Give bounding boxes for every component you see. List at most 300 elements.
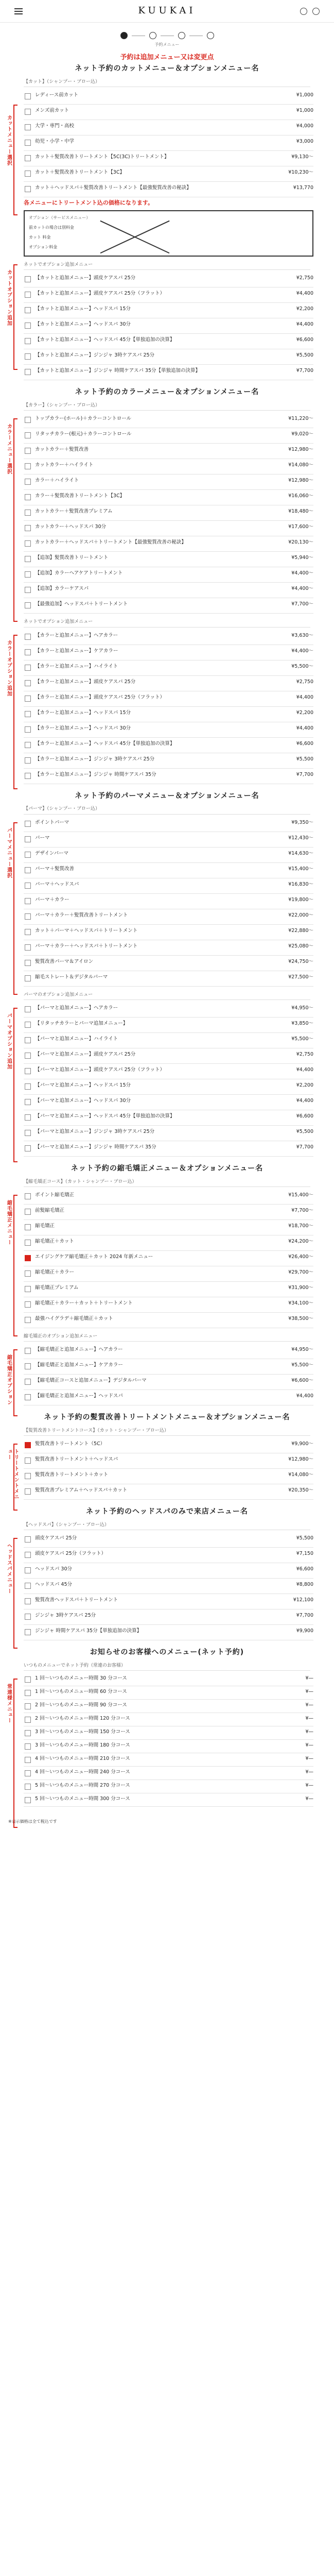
- checkbox-icon[interactable]: [25, 1473, 31, 1479]
- usual-row[interactable]: [24, 1713, 313, 1726]
- item-price: ¥5,500: [296, 1128, 313, 1134]
- item-price: ¥18,700〜: [288, 1223, 313, 1229]
- item-name: 髪質改善ヘッドスパ＋トリートメント: [35, 1597, 118, 1603]
- item-name: 【リタッチカラーとパーマ追加メニュー】: [35, 1020, 128, 1026]
- callout-row: オプション料金: [29, 244, 58, 249]
- item-name: 【カットと追加メニュー】ヘッドスパ 45分【単独追加の決算】: [35, 337, 175, 343]
- item-name: 最強ハイグラデ＋縮毛矯正＋カット: [35, 1315, 113, 1321]
- usual-row[interactable]: [24, 1726, 313, 1740]
- option-list: [24, 1344, 313, 1405]
- checkbox-icon[interactable]: [25, 124, 31, 130]
- side-label: 縮毛矯正メニュー: [6, 1199, 12, 1245]
- menu-row[interactable]: [24, 1313, 313, 1328]
- checkbox-icon[interactable]: [25, 1379, 31, 1385]
- menu-row[interactable]: [24, 166, 313, 182]
- side-bracket: [13, 635, 17, 789]
- item-name: 【追加】カラーヘアケアトリートメント: [35, 570, 123, 577]
- option-row[interactable]: [24, 1390, 313, 1405]
- checkbox-icon[interactable]: [25, 109, 31, 115]
- callout-row: カット 料金: [29, 234, 51, 240]
- menu-row[interactable]: [24, 89, 313, 105]
- item-name: 【カラーと追加メニュー】ジンジャ 時間ケアスパ 35分: [35, 771, 156, 777]
- item-name: 【カットと追加メニュー】ヘッドスパ 15分: [35, 306, 131, 312]
- item-name: エイジングケア縮毛矯正＋カット 2024 年新メニュー: [35, 1253, 153, 1260]
- item-price: ¥—: [305, 1702, 313, 1708]
- item-price: ¥2,200: [296, 1082, 313, 1088]
- checkbox-icon[interactable]: [25, 1037, 31, 1043]
- checkbox-icon[interactable]: [25, 1317, 31, 1323]
- item-price: ¥4,400: [296, 1393, 313, 1399]
- option-row[interactable]: [24, 1018, 313, 1033]
- checkbox-icon[interactable]: [25, 432, 31, 438]
- step-dot: [120, 32, 128, 39]
- checkbox-icon[interactable]: [25, 1240, 31, 1246]
- usual-row[interactable]: [24, 1767, 313, 1780]
- menu-list: [24, 817, 313, 987]
- item-price: ¥8,800: [296, 1581, 313, 1587]
- checkbox-icon[interactable]: [25, 1730, 31, 1736]
- checkbox-icon[interactable]: [25, 338, 31, 344]
- menu-row[interactable]: [24, 505, 313, 521]
- item-name: 縮毛矯正プレミアム: [35, 1284, 79, 1291]
- option-row[interactable]: [24, 645, 313, 660]
- item-price: ¥6,600: [296, 337, 313, 343]
- checkbox-icon[interactable]: [25, 1301, 31, 1308]
- callout-title: オプション（サービスメニュー）: [29, 215, 91, 221]
- item-price: ¥4,000: [296, 123, 313, 129]
- checkbox-icon[interactable]: [25, 448, 31, 454]
- menu-row[interactable]: [24, 583, 313, 598]
- menu-row[interactable]: [24, 817, 313, 832]
- item-name: カラー＋ハイライト: [35, 478, 79, 484]
- item-name: レディース前カット: [35, 92, 79, 98]
- menu-row[interactable]: [24, 444, 313, 459]
- checkbox-icon[interactable]: [25, 369, 31, 375]
- checkbox-icon[interactable]: [25, 1552, 31, 1558]
- perm-section: [0, 791, 334, 1162]
- item-name: 【パーマと追加メニュー】ジンジャ 時間ケアスパ 35分: [35, 1144, 156, 1150]
- checkbox-icon[interactable]: [25, 510, 31, 516]
- item-name: 【パーマと追加メニュー】頭皮ケアスパ 25分（フラット）: [35, 1066, 165, 1073]
- checkbox-icon[interactable]: [25, 1797, 31, 1803]
- checkbox-icon[interactable]: [25, 292, 31, 298]
- checkbox-icon[interactable]: [25, 540, 31, 547]
- menu-row[interactable]: [24, 459, 313, 474]
- item-price: ¥14,080〜: [288, 462, 313, 468]
- menu-row[interactable]: [24, 1251, 313, 1266]
- checkbox-icon[interactable]: [25, 975, 31, 981]
- checkbox-icon[interactable]: [25, 929, 31, 935]
- menu-list: [24, 413, 313, 614]
- menu-row[interactable]: [24, 428, 313, 444]
- menu-row[interactable]: [24, 598, 313, 614]
- option-row[interactable]: [24, 1095, 313, 1110]
- menu-row[interactable]: [24, 567, 313, 583]
- checkbox-icon[interactable]: [25, 944, 31, 951]
- option-row[interactable]: [24, 287, 313, 303]
- item-price: ¥7,700: [296, 771, 313, 777]
- checkbox-icon[interactable]: [25, 1099, 31, 1105]
- step-dot: [207, 32, 214, 39]
- checkbox-icon[interactable]: [25, 1676, 31, 1683]
- menu-row[interactable]: [24, 1438, 313, 1453]
- item-name: 4 回〜いつものメニュー時間 210 分コース: [35, 1755, 130, 1761]
- usual-row[interactable]: [24, 1673, 313, 1686]
- item-price: ¥7,700〜: [291, 601, 313, 607]
- item-name: パーマ＋髪質改善: [35, 866, 75, 872]
- option-row[interactable]: [24, 1064, 313, 1079]
- checkbox-icon[interactable]: [25, 417, 31, 423]
- menu-row[interactable]: [24, 1625, 313, 1640]
- side-label: カラーメニュー選択: [6, 423, 12, 475]
- checkbox-icon[interactable]: [25, 155, 31, 161]
- item-price: ¥—: [305, 1755, 313, 1761]
- checkbox-icon[interactable]: [25, 634, 31, 640]
- option-row[interactable]: [24, 1375, 313, 1390]
- menu-row[interactable]: [24, 1579, 313, 1594]
- checkbox-icon[interactable]: [25, 680, 31, 686]
- checkbox-icon[interactable]: [25, 587, 31, 593]
- checkbox-icon[interactable]: [25, 867, 31, 873]
- option-row[interactable]: [24, 630, 313, 645]
- checkbox-icon[interactable]: [25, 1690, 31, 1696]
- checkbox-icon[interactable]: [25, 1614, 31, 1620]
- checkbox-icon[interactable]: [25, 1068, 31, 1074]
- item-name: 【カラーと追加メニュー】ケアカラー: [35, 648, 118, 654]
- checkbox-icon[interactable]: [25, 1442, 31, 1448]
- menu-row[interactable]: [24, 1266, 313, 1282]
- option-row[interactable]: [24, 707, 313, 722]
- checkbox-icon[interactable]: [25, 1363, 31, 1369]
- item-price: ¥10,230〜: [288, 170, 313, 176]
- option-row[interactable]: [24, 1110, 313, 1126]
- callout-row: 前カットの場合は別料金: [29, 225, 74, 230]
- checkbox-icon[interactable]: [25, 1703, 31, 1709]
- menu-row[interactable]: [24, 1220, 313, 1235]
- menu-list: [24, 89, 313, 197]
- item-name: カット＋髪質改善トリートメント【5C(3C)トリートメント】: [35, 154, 169, 160]
- side-label: カットメニュー選択: [6, 114, 12, 166]
- item-price: ¥9,900〜: [291, 1440, 313, 1447]
- checkbox-icon[interactable]: [25, 1114, 31, 1121]
- menu-row[interactable]: [24, 105, 313, 120]
- usual-row[interactable]: [24, 1686, 313, 1700]
- checkbox-icon[interactable]: [25, 1567, 31, 1573]
- menu-row[interactable]: [24, 1189, 313, 1205]
- checkbox-icon[interactable]: [25, 1743, 31, 1750]
- menu-row[interactable]: [24, 1205, 313, 1220]
- checkbox-icon[interactable]: [25, 883, 31, 889]
- menu-row[interactable]: [24, 1453, 313, 1469]
- item-price: ¥7,700〜: [291, 1207, 313, 1213]
- checkbox-icon[interactable]: [25, 1130, 31, 1136]
- option-row[interactable]: [24, 365, 313, 380]
- group-head: 【髪質改善トリートメントコース】（カット・シャンプー・ブロー込）: [24, 1428, 310, 1436]
- checkbox-icon[interactable]: [25, 140, 31, 146]
- item-name: 【縮毛矯正と追加メニュー】ヘッドスパ: [35, 1393, 123, 1399]
- checkbox-icon[interactable]: [25, 1629, 31, 1635]
- side-label: パーマオプション追加: [6, 1012, 12, 1070]
- checkbox-icon[interactable]: [25, 852, 31, 858]
- checkbox-icon[interactable]: [25, 836, 31, 842]
- option-row[interactable]: [24, 1002, 313, 1018]
- menu-row[interactable]: [24, 925, 313, 940]
- side-bracket: [13, 418, 17, 622]
- checkbox-icon[interactable]: [25, 1270, 31, 1277]
- item-name: 縮毛ストレート＆デジタルパーマ: [35, 974, 108, 980]
- footer-note: ※表示価格は全て税込です: [8, 1819, 57, 1824]
- menu-row[interactable]: [24, 490, 313, 505]
- item-price: ¥2,200: [296, 306, 313, 312]
- item-name: パーマ＋ヘッドスパ: [35, 881, 79, 887]
- item-name: 【カットと追加メニュー】ジンジャ 時間ケアスパ 35分【単独追加の決算】: [35, 368, 200, 374]
- option-row[interactable]: [24, 753, 313, 769]
- menu-row[interactable]: [24, 1297, 313, 1313]
- side-label: カットオプション追加: [6, 269, 12, 326]
- option-row[interactable]: [24, 691, 313, 707]
- cart-icon[interactable]: [312, 8, 320, 15]
- menu-row[interactable]: [24, 894, 313, 909]
- item-name: カットカラー＋ヘッドスパ＋トリートメント【最強髪質改善の秘訣】: [35, 539, 186, 546]
- menu-row[interactable]: [24, 832, 313, 848]
- menu-row[interactable]: [24, 940, 313, 956]
- checkbox-icon[interactable]: [25, 1784, 31, 1790]
- item-price: ¥27,500〜: [288, 974, 313, 980]
- item-price: ¥15,400〜: [288, 866, 313, 872]
- option-row[interactable]: [24, 272, 313, 287]
- option-row[interactable]: [24, 1033, 313, 1048]
- item-name: パーマ＋カラー: [35, 896, 69, 903]
- usual-row[interactable]: [24, 1780, 313, 1793]
- straight-section: [0, 1164, 334, 1411]
- checkbox-icon[interactable]: [25, 665, 31, 671]
- checkbox-icon[interactable]: [25, 323, 31, 329]
- menu-row[interactable]: [24, 1469, 313, 1484]
- item-price: ¥14,630〜: [288, 850, 313, 856]
- checkbox-icon[interactable]: [25, 1348, 31, 1354]
- menu-row[interactable]: [24, 971, 313, 987]
- checkbox-icon[interactable]: [25, 1488, 31, 1495]
- checkbox-icon[interactable]: [25, 1209, 31, 1215]
- checkbox-icon[interactable]: [25, 602, 31, 608]
- item-price: ¥—: [305, 1675, 313, 1681]
- account-icon[interactable]: [300, 8, 307, 15]
- item-price: ¥16,830〜: [288, 881, 313, 887]
- checkbox-icon[interactable]: [25, 1286, 31, 1292]
- option-row[interactable]: [24, 676, 313, 691]
- item-price: ¥2,200: [296, 709, 313, 716]
- usual-row[interactable]: [24, 1740, 313, 1753]
- option-row[interactable]: [24, 1141, 313, 1157]
- item-price: ¥25,080〜: [288, 943, 313, 949]
- menu-row[interactable]: [24, 1594, 313, 1609]
- item-name: ポイントパーマ: [35, 819, 69, 825]
- menu-row[interactable]: [24, 1548, 313, 1563]
- checkbox-icon[interactable]: [25, 821, 31, 827]
- checkbox-icon[interactable]: [25, 171, 31, 177]
- checkbox-icon[interactable]: [25, 1598, 31, 1604]
- checkbox-icon[interactable]: [25, 1022, 31, 1028]
- checkbox-icon[interactable]: [25, 276, 31, 282]
- option-row[interactable]: [24, 303, 313, 318]
- menu-row[interactable]: [24, 135, 313, 151]
- checkbox-icon[interactable]: [25, 773, 31, 779]
- checkbox-icon[interactable]: [25, 960, 31, 966]
- option-list: [24, 630, 313, 784]
- item-name: 髪質改善トリートメント（5C）: [35, 1440, 106, 1447]
- checkbox-icon[interactable]: [25, 1536, 31, 1543]
- checkbox-icon[interactable]: [25, 913, 31, 920]
- menu-row[interactable]: [24, 182, 313, 197]
- option-row[interactable]: [24, 349, 313, 365]
- option-row[interactable]: [24, 738, 313, 753]
- item-name: 頭皮ケアスパ 25分（フラット）: [35, 1550, 107, 1556]
- option-row[interactable]: [24, 1359, 313, 1375]
- checkbox-icon[interactable]: [25, 726, 31, 733]
- item-name: 3 回〜いつものメニュー時間 150 分コース: [35, 1728, 130, 1735]
- checkbox-icon[interactable]: [25, 93, 31, 99]
- item-price: ¥24,750〜: [288, 958, 313, 964]
- item-name: デザインパーマ: [35, 850, 69, 856]
- menu-row[interactable]: [24, 474, 313, 490]
- section-title: ネット予約のカットメニュー＆オプションメニュー名: [75, 64, 259, 73]
- item-price: ¥6,600: [296, 1113, 313, 1119]
- option-row[interactable]: [24, 1344, 313, 1359]
- item-name: 【カラーと追加メニュー】ジンジャ 3時ケアスパ 25分: [35, 756, 155, 762]
- checkbox-icon[interactable]: [25, 479, 31, 485]
- item-name: カット＋パーマ＋ヘッドスパ＋トリートメント: [35, 927, 138, 934]
- item-name: 【パーマと追加メニュー】ヘッドスパ 30分: [35, 1097, 131, 1104]
- checkbox-icon[interactable]: [25, 742, 31, 748]
- section-title: ネット予約の縮毛矯正メニュー＆オプションメニュー名: [71, 1164, 263, 1173]
- item-name: 【縮毛矯正コースと追加メニュー】デジタルパーマ: [35, 1377, 147, 1383]
- item-name: 3 回〜いつものメニュー時間 180 分コース: [35, 1742, 130, 1748]
- option-row[interactable]: [24, 722, 313, 738]
- checkbox-icon[interactable]: [25, 1224, 31, 1230]
- checkbox-icon[interactable]: [25, 1458, 31, 1464]
- menu-row[interactable]: [24, 521, 313, 536]
- checkbox-icon[interactable]: [25, 1193, 31, 1199]
- menu-row[interactable]: [24, 120, 313, 135]
- usual-list: [24, 1673, 313, 1807]
- item-name: 髪質改善トリートメント＋カット: [35, 1471, 109, 1478]
- option-row[interactable]: [24, 318, 313, 334]
- checkbox-icon[interactable]: [25, 649, 31, 655]
- item-name: 1 回〜いつものメニュー時間 60 分コース: [35, 1688, 127, 1694]
- menu-row[interactable]: [24, 536, 313, 552]
- item-price: ¥24,200〜: [288, 1238, 313, 1244]
- menu-row[interactable]: [24, 1484, 313, 1500]
- note-text: 各メニューにトリートメント込の価格になります。: [24, 199, 154, 207]
- item-name: カット＋ヘッドスパ＋髪質改善トリートメント【最強髪質改善の秘訣】: [35, 185, 191, 191]
- menu-row[interactable]: [24, 1609, 313, 1625]
- menu-row[interactable]: [24, 413, 313, 428]
- checkbox-icon[interactable]: [25, 307, 31, 313]
- menu-row[interactable]: [24, 878, 313, 894]
- item-price: ¥9,900: [296, 1628, 313, 1634]
- option-row[interactable]: [24, 660, 313, 676]
- option-row[interactable]: [24, 1079, 313, 1095]
- side-label: ヘッドスパメニュー: [6, 1543, 12, 1594]
- item-name: 【カットと追加メニュー】ヘッドスパ 30分: [35, 321, 131, 328]
- checkbox-icon[interactable]: [25, 711, 31, 717]
- item-price: ¥9,350〜: [291, 819, 313, 825]
- menu-row[interactable]: [24, 848, 313, 863]
- side-bracket: [13, 1008, 17, 1162]
- item-price: ¥7,700: [296, 1612, 313, 1618]
- checkbox-icon[interactable]: [25, 494, 31, 500]
- menu-row[interactable]: [24, 956, 313, 971]
- menu-row[interactable]: [24, 1282, 313, 1297]
- checkbox-icon[interactable]: [25, 1083, 31, 1090]
- menu-row[interactable]: [24, 552, 313, 567]
- checkbox-icon[interactable]: [25, 1757, 31, 1763]
- group-head: 【ヘッドスパ】（シャンプー・ブロー込）: [24, 1522, 310, 1530]
- item-name: 【追加】髪質改善トリートメント: [35, 555, 109, 561]
- usual-row[interactable]: [24, 1793, 313, 1807]
- checkbox-icon[interactable]: [25, 898, 31, 904]
- checkbox-icon[interactable]: [25, 1255, 31, 1261]
- checkbox-icon[interactable]: [25, 1006, 31, 1012]
- checkbox-icon[interactable]: [25, 571, 31, 578]
- option-list: [24, 272, 313, 380]
- menu-row[interactable]: [24, 1532, 313, 1548]
- checkbox-icon[interactable]: [25, 1583, 31, 1589]
- group-head: 【パーマ】（シャンプー・ブロー込）: [24, 806, 310, 814]
- menu-row[interactable]: [24, 1563, 313, 1579]
- checkbox-icon[interactable]: [25, 1145, 31, 1151]
- checkbox-icon[interactable]: [25, 1053, 31, 1059]
- brand-logo[interactable]: KUUKAI: [138, 5, 196, 16]
- usual-row[interactable]: [24, 1700, 313, 1713]
- item-name: 【カットと追加メニュー】頭皮ケアスパ 25分（フラット）: [35, 291, 165, 297]
- option-row[interactable]: [24, 769, 313, 784]
- menu-list: [24, 1189, 313, 1328]
- checkbox-icon[interactable]: [25, 757, 31, 764]
- menu-row[interactable]: [24, 909, 313, 925]
- item-name: 【追加】カラーケアスパ: [35, 586, 89, 592]
- checkbox-icon[interactable]: [25, 556, 31, 562]
- section-title: ネット予約の髪質改善トリートメントメニュー＆オプションメニュー名: [44, 1413, 290, 1421]
- red-note: 予約は追加メニュー又は変更点: [120, 53, 214, 61]
- item-name: ポイント縮毛矯正: [35, 1192, 75, 1198]
- checkbox-icon[interactable]: [25, 463, 31, 469]
- menu-row[interactable]: [24, 863, 313, 878]
- item-price: ¥—: [305, 1742, 313, 1748]
- item-price: ¥7,150: [296, 1550, 313, 1556]
- usual-row[interactable]: [24, 1753, 313, 1767]
- cut-section: [0, 53, 334, 386]
- item-price: ¥19,800〜: [288, 896, 313, 903]
- option-row[interactable]: [24, 1126, 313, 1141]
- hamburger-icon[interactable]: [14, 8, 23, 14]
- item-price: ¥13,770: [293, 185, 313, 191]
- checkbox-icon[interactable]: [25, 1717, 31, 1723]
- checkbox-icon[interactable]: [25, 1394, 31, 1400]
- side-label: 縮毛矯正オプション: [6, 1354, 12, 1405]
- checkbox-icon[interactable]: [25, 186, 31, 192]
- checkbox-icon[interactable]: [25, 696, 31, 702]
- checkbox-icon[interactable]: [25, 525, 31, 531]
- menu-row[interactable]: [24, 1235, 313, 1251]
- checkbox-icon[interactable]: [25, 1770, 31, 1776]
- checkbox-icon[interactable]: [25, 353, 31, 360]
- menu-row[interactable]: [24, 151, 313, 166]
- item-name: 【カットと追加メニュー】頭皮ケアスパ 25分: [35, 275, 136, 281]
- option-row[interactable]: [24, 1048, 313, 1064]
- item-price: ¥4,400: [296, 725, 313, 731]
- option-row[interactable]: [24, 334, 313, 349]
